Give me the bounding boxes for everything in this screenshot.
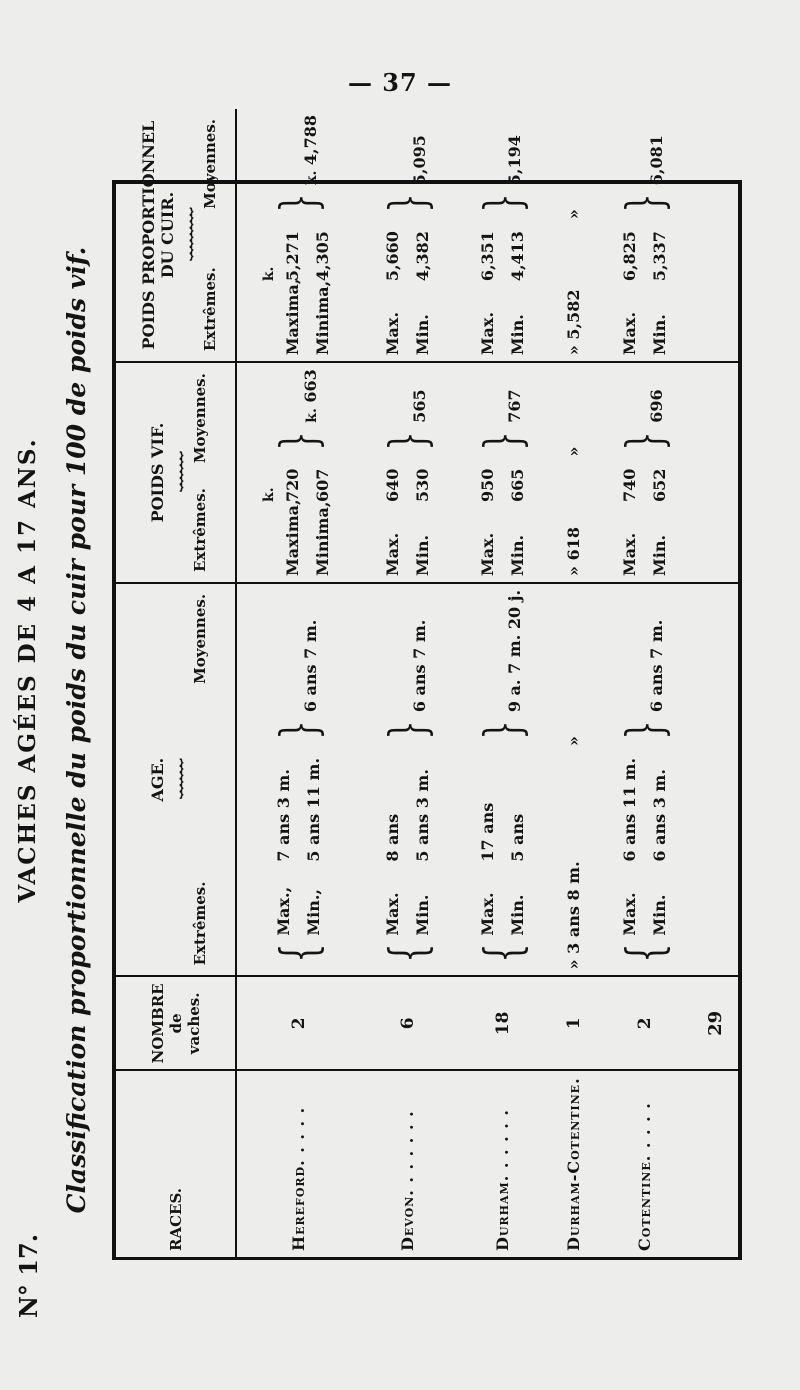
header-age-brace: ⏟⏟⏟⏟⏟⏟ [167,760,183,799]
pc-min-label: Min. [413,314,433,356]
age-moyenne: }9 a. 7 m. 20 j. [455,583,550,752]
plate-number: N° 17. [14,1233,43,1318]
pv-min-label: Min. [413,534,433,576]
data-table [116,109,738,1257]
table-subheading: Classification proportionnelle du poids du cuir pour 100 de poids vif. [62,246,91,1214]
header-age-moyennes: Moyennes. [191,593,209,684]
age-extremes: { Max. 8 ans Min. 5 ans 3 m. [378,769,437,964]
pv-max-value: 640 [383,468,403,502]
total-count: 29 [692,976,738,1070]
pc-moyenne: }k. 4,788 [269,114,328,213]
pc-max-label: Max. [620,311,640,356]
pv-max-value: 950 [478,468,498,502]
age-moyenne: }6 ans 7 m. [597,583,692,752]
age-moyenne: }6 ans 7 m. [361,583,456,752]
age-min-value: 6 ans 3 m. [650,769,670,862]
age-max-label: Max. [383,892,403,936]
header-poids-vif [116,362,236,583]
race-name: Cotentine. . . . . [597,1070,692,1257]
header-pc-moyennes: Moyennes. [200,118,219,209]
total-row [692,109,738,1257]
pc-moyenne: » [564,209,584,220]
pv-min-value: 652 [650,468,670,502]
pc-max-value: 5,271 [283,231,303,282]
pv-min-value: 665 [508,468,528,502]
header-age-extremes: Extrêmes. [191,881,209,966]
table-row [455,109,550,1257]
pv-extremes [597,463,692,583]
pv-min-value: 530 [413,468,433,502]
pc-max-label: Max. [478,311,498,356]
race-count: 6 [361,976,456,1070]
pc-max-value: 5,660 [383,231,403,282]
pc-min-label: Min. [508,314,528,356]
pc-max-value: 6,825 [620,231,640,282]
page-number: — 37 — [347,68,453,97]
age-max-value: 17 ans [478,802,498,862]
age-extremes: { Max., 7 ans 3 m. Min., 5 ans 11 m. [269,757,328,964]
age-min-label: Min. [413,894,433,936]
age-extremes: { Max. 6 ans 11 m. Min. 6 ans 3 m. [615,757,674,964]
pc-extremes [597,225,692,362]
pc-max-value: 6,351 [478,231,498,282]
age-max-value: 7 ans 3 m. [274,769,294,862]
pc-single: » 5,582 [564,289,584,356]
pv-max-value: 720 [283,468,303,502]
header-pv-moyennes: Moyennes. [191,373,209,464]
age-min-value: 5 ans 3 m. [413,769,433,862]
header-poids-vif-brace: ⏟⏟⏟⏟⏟⏟ [167,453,183,492]
table-row [597,109,692,1257]
pv-max-label: Max. [620,532,640,576]
header-races: RACES. [116,1070,236,1257]
pc-min-label: Minima, [313,280,333,356]
pv-moyenne: » [550,362,597,462]
pc-min-value: 5,337 [650,231,670,282]
race-name: Durham-Cotentine. [550,1070,597,1257]
age-max-label: Max. [620,892,640,936]
race-name: Durham. . . . . . [455,1070,550,1257]
pv-extremes [236,463,361,583]
header-pv-extremes: Extrêmes. [191,488,209,572]
pc-extremes [361,225,456,362]
pv-max-value: 740 [620,468,640,502]
race-name: Devon. . . . . . . [361,1070,456,1257]
table-row [236,109,361,1257]
race-count: 2 [236,976,361,1070]
pc-moy-unit: k. [303,170,320,186]
age-min-label: Min. [650,894,670,936]
pv-min-label: Minima, [313,501,333,576]
pv-extremes [361,463,456,583]
age-max-value: 6 ans 11 m. [620,757,640,862]
age-min-label: Min., [304,889,324,936]
age-min-value: 5 ans [508,813,528,862]
header-poids-vif-label: POIDS VIF. [148,422,167,523]
pc-moyenne: }5,194 [473,135,532,213]
pc-extremes [236,225,361,362]
age-max-value: 8 ans [383,813,403,862]
age-max-label: Max., [274,886,294,936]
pv-moyenne: }k. 663 [236,362,361,462]
age-min-value: 5 ans 11 m. [304,757,324,862]
pv-min-value: 607 [313,468,333,502]
header-nombre: NOMBRE de vaches. [116,976,236,1070]
pc-moyenne: }5,095 [378,135,437,213]
age-moyenne: » [550,583,597,752]
race-count: 18 [455,976,550,1070]
pc-max-label: Maxima, [283,278,303,356]
age-max-label: Max. [478,892,498,936]
header-row [116,109,236,1257]
table-row [361,109,456,1257]
pc-min-value: 4,305 [313,231,333,282]
pc-moyenne: }6,081 [615,135,674,213]
pc-unit: k. [260,266,277,282]
pc-min-value: 4,382 [413,231,433,282]
pc-extremes [455,225,550,362]
header-pc-extremes: Extrêmes. [200,267,219,352]
pv-max-label: Max. [478,532,498,576]
table-row [550,109,597,1257]
age-single: » 3 ans 8 m. [564,861,584,970]
pv-max-label: Max. [383,532,403,576]
age-moyenne: }6 ans 7 m. [236,583,361,752]
race-name: Hereford. . . . . [236,1070,361,1257]
data-table-frame [112,114,742,1260]
pv-single: » 618 [564,526,584,576]
header-poids-prop [116,109,236,362]
race-count: 2 [597,976,692,1070]
pv-unit: k. [260,487,277,502]
pv-moyenne: }696 [597,362,692,462]
age-extremes: { Max. 17 ans Min. 5 ans [473,802,532,964]
pv-extremes [455,463,550,583]
rotated-table-page [0,114,790,1320]
race-count: 1 [550,976,597,1070]
header-age-label: AGE. [148,757,167,802]
pc-min-value: 4,413 [508,231,528,282]
pv-moyenne: }767 [455,362,550,462]
pv-max-label: Maxima, [283,499,303,576]
age-min-label: Min. [508,894,528,936]
header-age [116,583,236,976]
header-poids-prop-brace: ⏟⏟⏟⏟⏟⏟⏟⏟ [176,209,193,261]
pv-min-label: Min. [508,534,528,576]
pv-min-label: Min. [650,534,670,576]
pv-moyenne: }565 [361,362,456,462]
pv-moy-unit: k. [303,408,320,423]
pc-min-label: Min. [650,314,670,356]
table-heading: VACHES AGÉES DE 4 A 17 ANS. [14,437,41,903]
header-poids-prop-label: POIDS PROPORTIONNEL DU CUIR. [138,120,177,350]
pc-max-label: Max. [383,311,403,356]
